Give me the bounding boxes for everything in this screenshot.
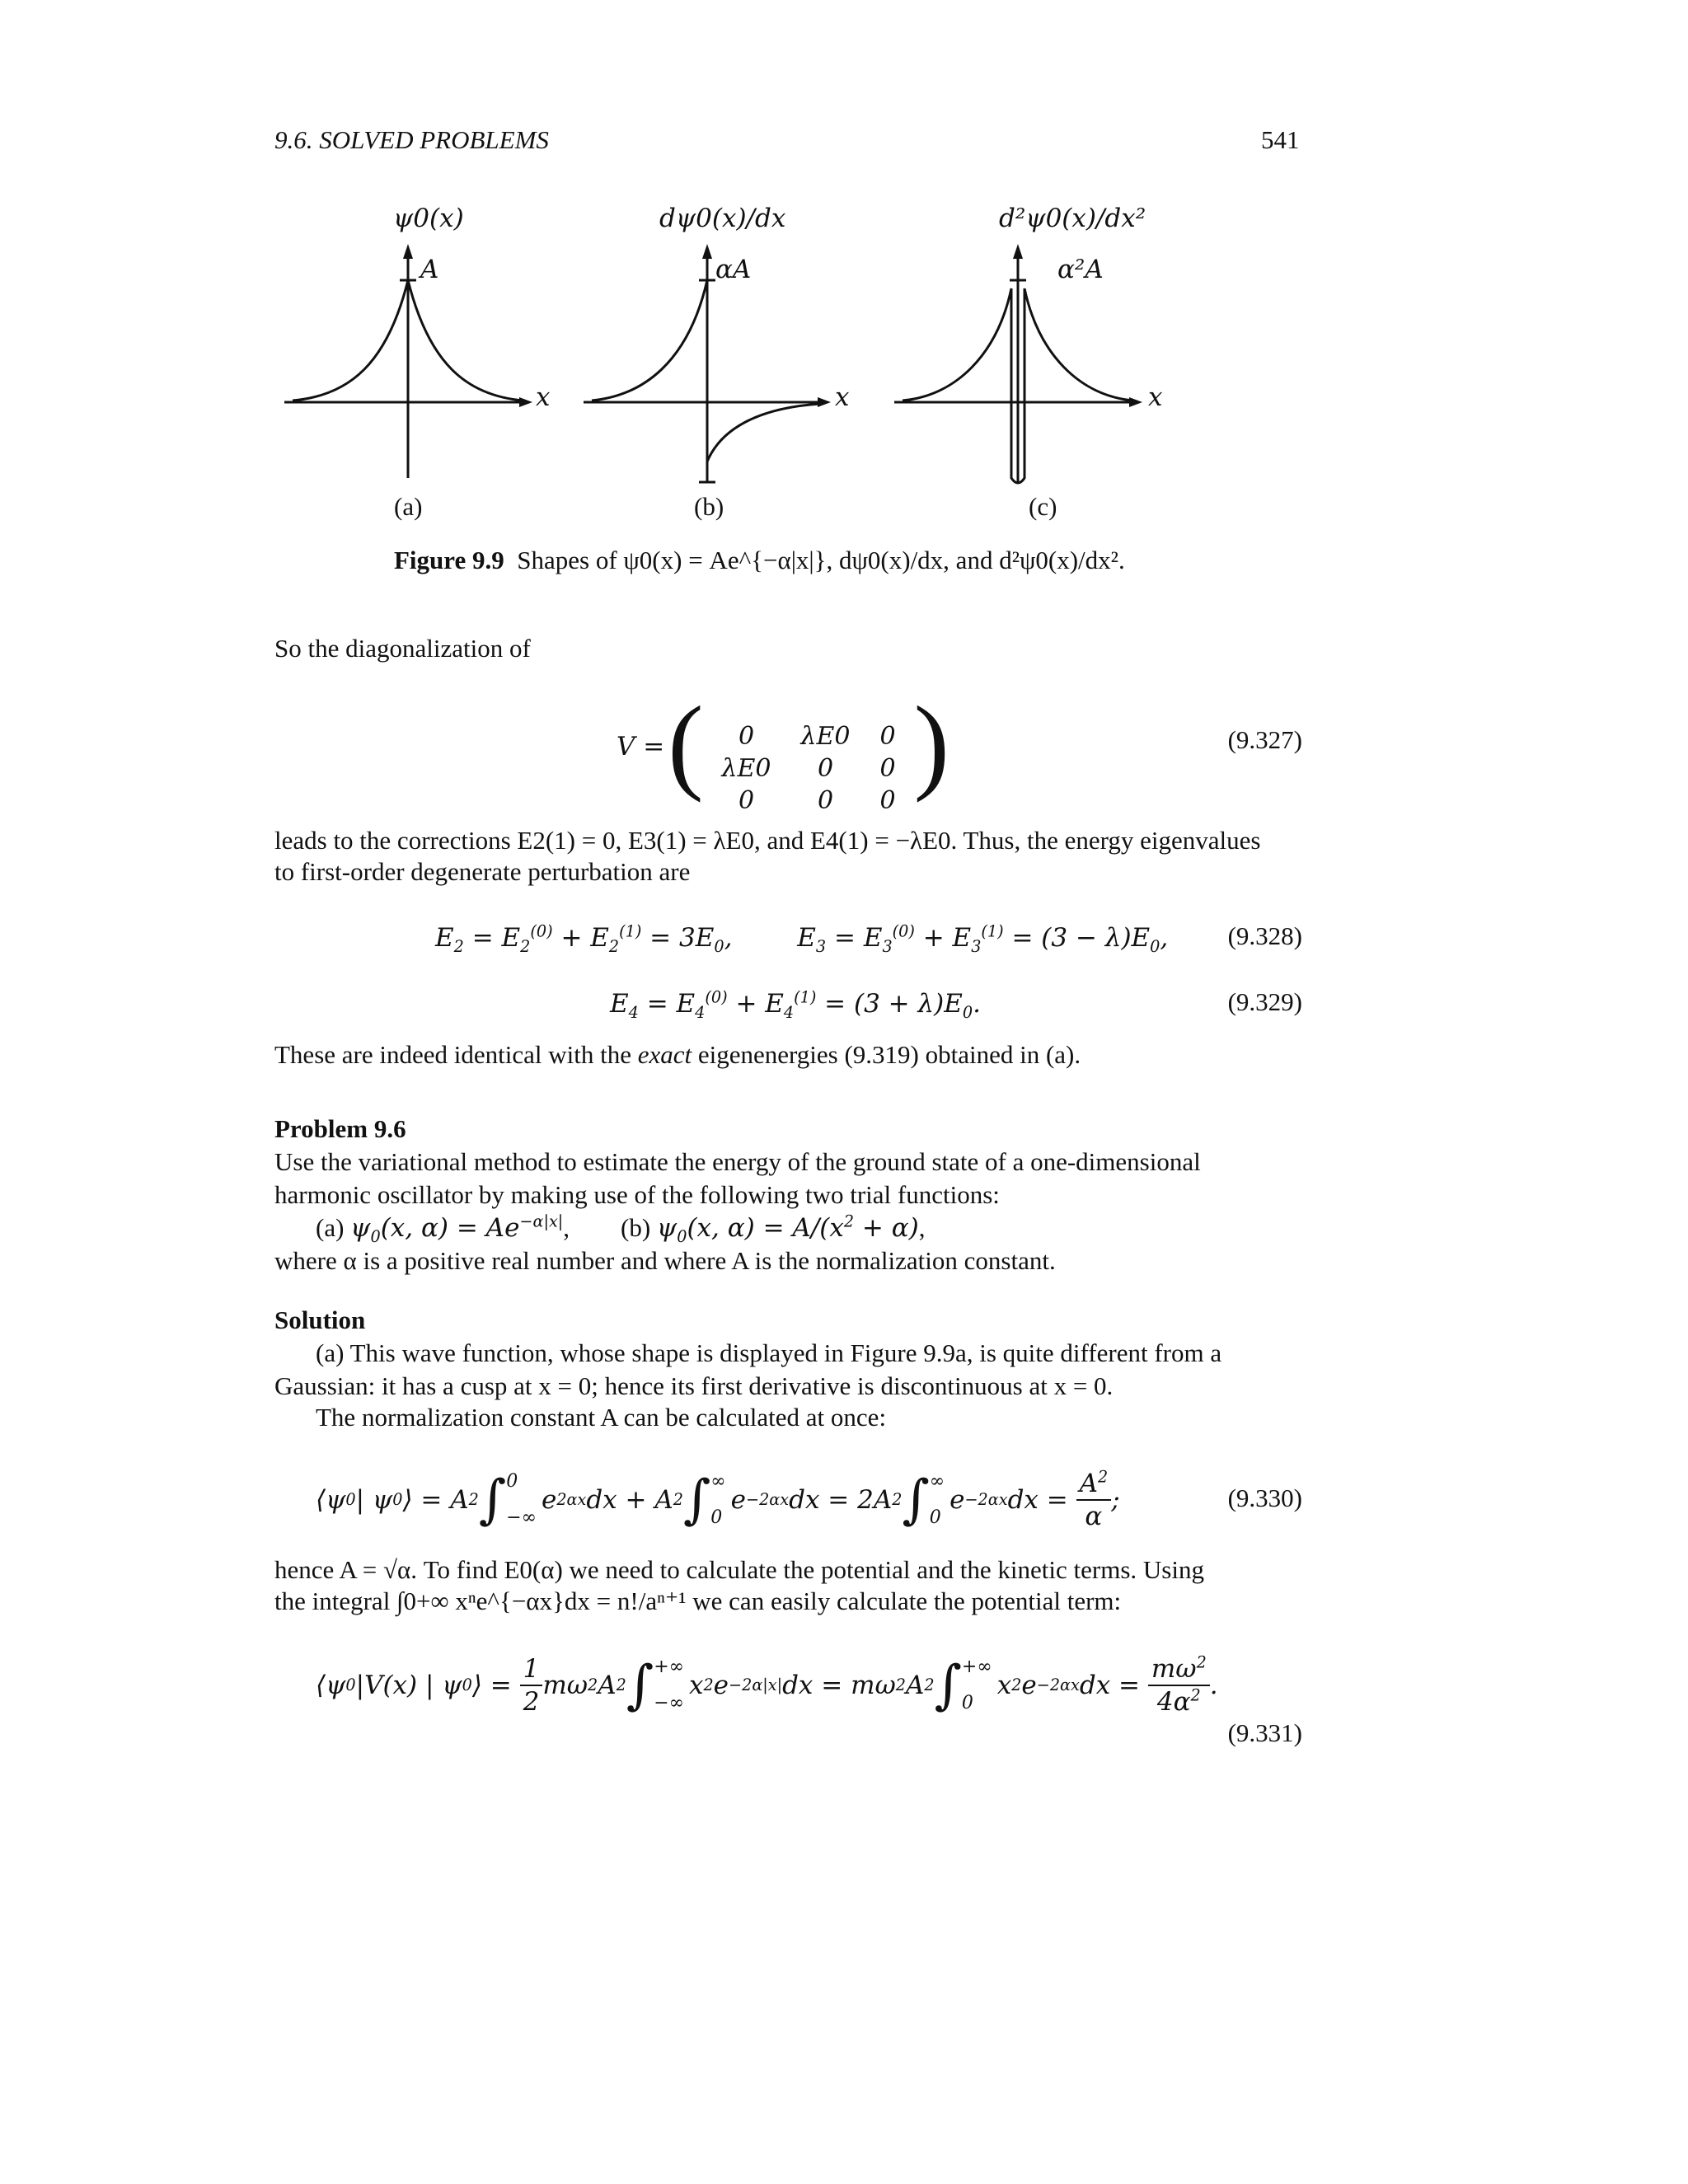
equation-9-328: $E_2 = E_2^{(0)} + E_2^{(1)} = 3E_0$, $E_3 = E_3^{(0)} + E_3^{(1)} = (3 - \lambda)E_0$, [435,921,1169,957]
solution-line-4: hence A = √α. To find E0(α) we need to calculate the potential and the kinetic terms. Using [274,1555,1204,1584]
matrix-v: 0 λE0 0 λE0 0 0 0 0 0 [721,722,896,815]
panel-b-xlabel: x [835,382,850,412]
problem-title: Problem 9.6 [274,1114,406,1143]
figure-caption [394,546,1125,575]
running-header: 9.6. SOLVED PROBLEMS [274,125,549,154]
panel-b-label: (b) [694,492,724,521]
eq-label-9-329: (9.329) [1227,987,1302,1016]
figure-9-9 [272,190,1203,536]
panel-b-mark: αA [715,255,752,284]
paragraph-2-line-2: to first-order degenerate perturbation are [274,857,691,886]
panel-c-mark: α²A [1057,255,1104,284]
panel-a-ylabel: ψ0(x) [393,204,464,233]
panel-c-ylabel: d²ψ0(x)/dx² [999,204,1146,233]
solution-line-5: the integral ∫0+∞ xⁿe^{−αx}dx = n!/aⁿ⁺¹ we can easily calculate the potential term: [274,1586,1122,1615]
caption-text: Shapes of ψ0(x) = Ae^{−α|x|}, dψ0(x)/dx, and d²ψ0(x)/dx². [517,546,1125,574]
solution-line-3: The normalization constant A can be calculated at once: [316,1403,887,1432]
panel-b-curve-left [592,280,707,401]
eq-label-9-330: (9.330) [1227,1483,1302,1512]
eq-label-9-328: (9.328) [1227,921,1302,950]
panel-b-ylabel: dψ0(x)/dx [659,204,786,233]
panel-b-curve-right [707,404,820,482]
problem-line-3: (a) $\psi_0(x$, $\alpha) = Ae^{-\alpha|x|}$, (b) $\psi_0(x$, $\alpha) = A/(x^2 + \alpha)$, [316,1212,926,1247]
solution-line-1: (a) This wave function, whose shape is displayed in Figure 9.9a, is quite different from a [316,1338,1222,1367]
page-number: 541 [1261,125,1300,154]
solution-line-2: Gaussian: it has a cusp at x = 0; hence its first derivative is discontinuous at x = 0. [274,1371,1114,1400]
equation-9-327: V = ( 0 λE0 0 λE0 0 0 0 0 0 ) [617,685,950,815]
panel-c-label: (c) [1029,492,1057,521]
problem-line-1: Use the variational method to estimate the energy of the ground state of a one-dimensional [274,1147,1201,1176]
equation-9-330: ⟨ψ 0 | ψ 0 ⟩ = A 2 ∫ 0 −∞ e 2αx dx + A 2 ∫ ∞ 0 e −2αx dx = 2A 2 ∫ ∞ 0 e −2αx dx = $A^2$ α ; [316,1467,1120,1531]
paragraph-1: So the diagonalization of [274,634,531,663]
caption-label: Figure 9.9 [394,546,504,574]
panel-c-xlabel: x [1148,382,1163,412]
paragraph-3: These are indeed identical with the exact eigenenergies (9.319) obtained in (a). [274,1040,1081,1069]
panel-a-label: (a) [394,492,423,521]
panel-a-mark: A [420,255,439,284]
problem-line-2: harmonic oscillator by making use of the following two trial functions: [274,1180,1000,1209]
equation-9-331: ⟨ψ 0 |V(x) | ψ 0 ⟩ = 1 2 mω 2 A 2 ∫ +∞ −∞ x 2 e −2α|x| dx = mω 2 A 2 ∫ +∞ 0 x 2 e −2αx dx = $m\omega^2$ $4\alpha^2$ . [316,1652,1218,1717]
equation-9-329: $E_4 = E_4^{(0)} + E_4^{(1)} = (3 + \lambda)E_0$. [610,987,981,1023]
solution-title: Solution [274,1305,366,1334]
problem-line-4: where α is a positive real number and where A is the normalization constant. [274,1246,1056,1275]
eq-label-9-327: (9.327) [1227,725,1302,754]
paragraph-2-line-1: leads to the corrections E2(1) = 0, E3(1) = λE0, and E4(1) = −λE0. Thus, the energy eigenvalues [274,826,1261,855]
panel-a-xlabel: x [536,382,551,412]
eq-label-9-331: (9.331) [1227,1718,1302,1747]
